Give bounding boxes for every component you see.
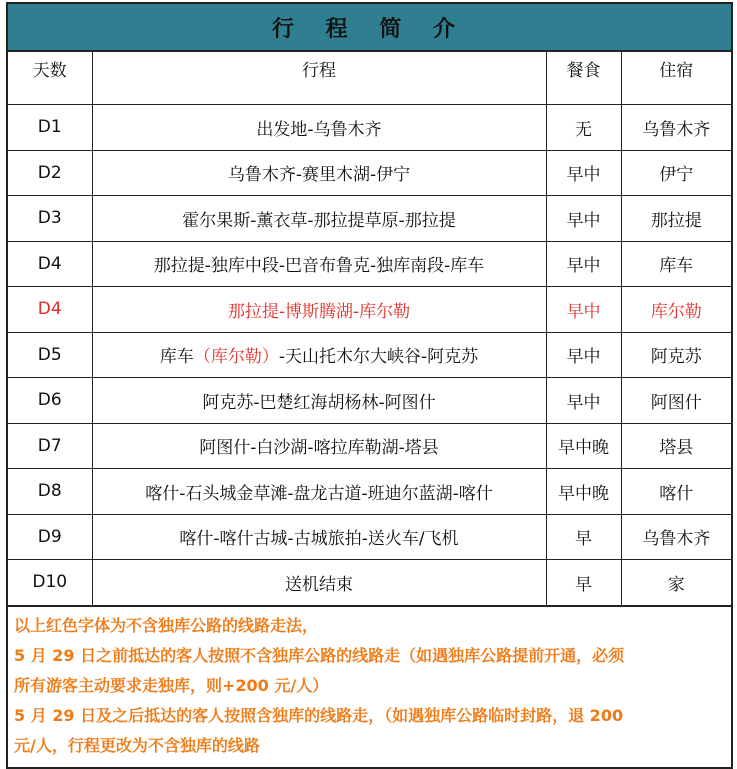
day-cell: D4	[8, 287, 92, 333]
route-cell: 喀什-石头城金草滩-盘龙古道-班迪尔蓝湖-喀什	[92, 469, 546, 515]
route-cell: 那拉提-独库中段-巴音布鲁克-独库南段-库车	[92, 241, 546, 287]
meals-cell: 早中	[546, 287, 621, 333]
day-cell: D3	[8, 196, 92, 242]
table-header-row	[8, 52, 731, 105]
route-text: 库车	[159, 347, 194, 368]
header-route: 行程	[92, 52, 546, 105]
hotel-cell: 阿图什	[621, 378, 731, 424]
route-cell: 阿克苏-巴楚红海胡杨林-阿图什	[92, 378, 546, 424]
header-meals: 餐食	[546, 52, 621, 105]
meals-cell: 早中	[546, 196, 621, 242]
meals-cell: 早中	[546, 150, 621, 196]
notes-section	[8, 606, 731, 767]
table-row	[8, 196, 731, 242]
itinerary-title: 行 程 简 介	[272, 16, 467, 42]
table-row	[8, 423, 731, 469]
route-cell: 阿图什-白沙湖-喀拉库勒湖-塔县	[92, 423, 546, 469]
note-line: 元/人，行程更改为不含独库的线路	[14, 735, 260, 755]
meals-cell: 早	[546, 514, 621, 560]
note-line: 以上红色字体为不含独库公路的线路走法，	[14, 615, 319, 635]
hotel-cell: 乌鲁木齐	[621, 514, 731, 560]
table-row	[8, 378, 731, 424]
day-cell: D2	[8, 150, 92, 196]
header-day: 天数	[8, 52, 92, 105]
hotel-cell: 阿克苏	[621, 332, 731, 378]
table-row	[8, 332, 731, 378]
meals-cell: 无	[546, 105, 621, 151]
hotel-cell: 喀什	[621, 469, 731, 515]
meals-cell: 早中	[546, 378, 621, 424]
day-cell: D6	[8, 378, 92, 424]
table-row-alternate	[8, 287, 731, 333]
header-hotel: 住宿	[621, 52, 731, 105]
route-cell: 那拉提-博斯腾湖-库尔勒	[92, 287, 546, 333]
day-cell: D5	[8, 332, 92, 378]
route-cell: 霍尔果斯-薰衣草-那拉提草原-那拉提	[92, 196, 546, 242]
hotel-cell: 伊宁	[621, 150, 731, 196]
itinerary-sheet	[6, 2, 733, 769]
meals-cell: 早中	[546, 332, 621, 378]
route-cell: 出发地-乌鲁木齐	[92, 105, 546, 151]
day-cell: D9	[8, 514, 92, 560]
table-row	[8, 150, 731, 196]
meals-cell: 早中晚	[546, 423, 621, 469]
day-cell: D4	[8, 241, 92, 287]
day-cell: D8	[8, 469, 92, 515]
day-cell: D1	[8, 105, 92, 151]
table-row	[8, 105, 731, 151]
hotel-cell: 塔县	[621, 423, 731, 469]
hotel-cell: 库车	[621, 241, 731, 287]
hotel-cell: 那拉提	[621, 196, 731, 242]
table-row	[8, 560, 731, 606]
day-cell: D7	[8, 423, 92, 469]
table-row	[8, 241, 731, 287]
route-cell: 送机结束	[92, 560, 546, 606]
hotel-cell: 库尔勒	[621, 287, 731, 333]
day-cell: D10	[8, 560, 92, 606]
table-row	[8, 469, 731, 515]
route-cell: 乌鲁木齐-赛里木湖-伊宁	[92, 150, 546, 196]
table-row	[8, 514, 731, 560]
hotel-cell: 家	[621, 560, 731, 606]
route-text: -天山托木尔大峡谷-阿克苏	[278, 347, 479, 368]
meals-cell: 早中晚	[546, 469, 621, 515]
route-cell	[92, 332, 546, 378]
route-cell: 喀什-喀什古城-古城旅拍-送火车/飞机	[92, 514, 546, 560]
note-line: 所有游客主动要求走独库，则+200 元/人）	[14, 675, 329, 695]
title-bar	[8, 4, 731, 52]
meals-cell: 早	[546, 560, 621, 606]
note-line: 5 月 29 日及之后抵达的客人按照含独库的线路走，（如遇独库公路临时封路，退 200	[14, 705, 624, 725]
route-alternate-text: （库尔勒）	[193, 347, 279, 368]
note-line: 5 月 29 日之前抵达的客人按照不含独库公路的线路走（如遇独库公路提前开通，必须	[14, 645, 625, 665]
meals-cell: 早中	[546, 241, 621, 287]
hotel-cell: 乌鲁木齐	[621, 105, 731, 151]
itinerary-table	[8, 52, 731, 606]
